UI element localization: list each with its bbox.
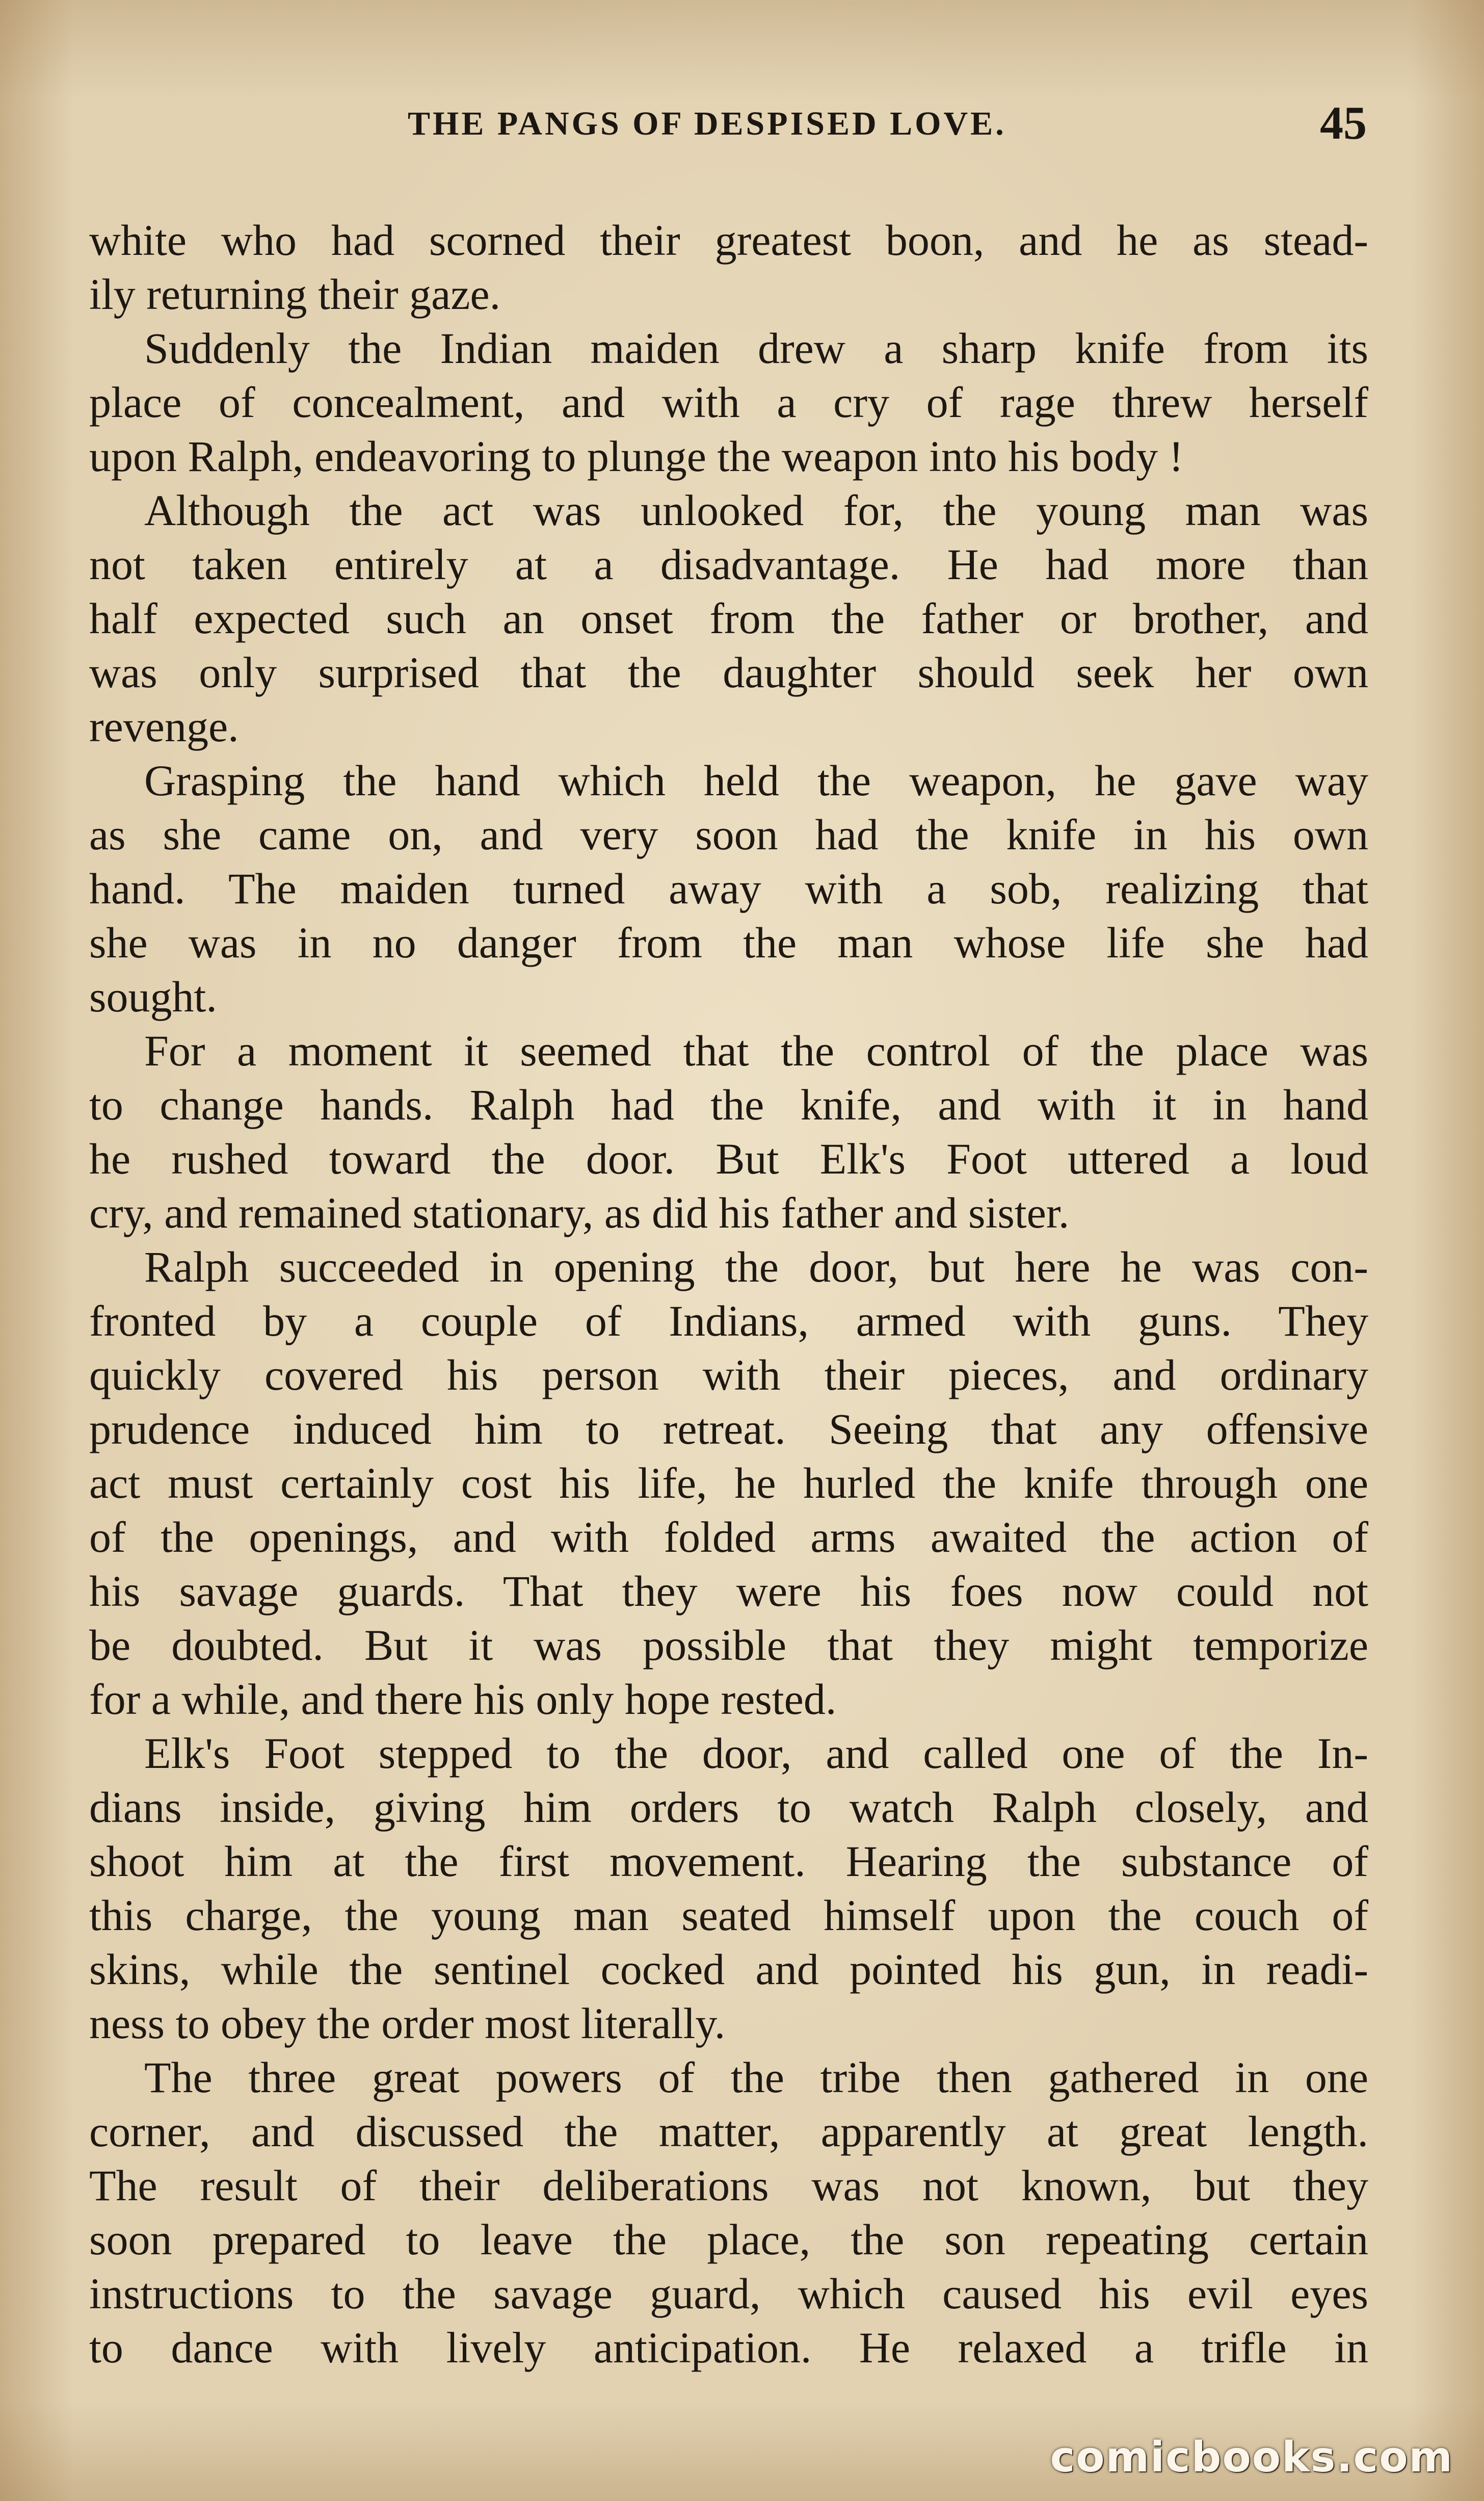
body-text [89,213,1368,2375]
text-line: prudence induced him to retreat. Seeing that any offensive [89,1404,1368,1453]
text-line: he rushed toward the door. But Elk's Foot uttered a loud [89,1134,1368,1183]
text-line: skins, while the sentinel cocked and pointed his gun, in readi- [89,1945,1368,1994]
text-line: to change hands. Ralph had the knife, and with it in hand [89,1080,1368,1129]
text-line: Grasping the hand which held the weapon, he gave way [144,756,1368,805]
text-line: she was in no danger from the man whose life she had [89,918,1368,967]
text-line: place of concealment, and with a cry of rage threw herself [89,378,1368,427]
text-line: Elk's Foot stepped to the door, and called one of the In- [144,1729,1368,1778]
text-line: revenge. [89,702,239,751]
page-number: 45 [1320,97,1367,149]
text-line: quickly covered his person with their pieces, and ordinary [89,1350,1368,1399]
text-line: Although the act was unlooked for, the young man was [144,486,1368,535]
text-line: The three great powers of the tribe then gathered in one [144,2053,1368,2102]
text-line: to dance with lively anticipation. He relaxed a trifle in [89,2323,1368,2372]
text-line: of the openings, and with folded arms awaited the action of [89,1513,1368,1561]
text-line: be doubted. But it was possible that they might temporize [89,1621,1368,1670]
watermark: comicbooks.com [1050,2433,1453,2482]
running-head: THE PANGS OF DESPISED LOVE. [408,105,1006,142]
text-line: for a while, and there his only hope rested. [89,1675,837,1724]
text-line: as she came on, and very soon had the knife in his own [89,810,1368,859]
text-line: corner, and discussed the matter, apparently at great length. [89,2107,1368,2156]
text-line: not taken entirely at a disadvantage. He had more than [89,540,1368,589]
text-line: Ralph succeeded in opening the door, but here he was con- [144,1242,1368,1291]
text-line: ness to obey the order most literally. [89,1999,726,2048]
text-line: shoot him at the first movement. Hearing the substance of [89,1837,1368,1886]
text-line: The result of their deliberations was not known, but they [89,2161,1368,2210]
text-line: For a moment it seemed that the control of the place was [144,1026,1368,1075]
text-line: Suddenly the Indian maiden drew a sharp knife from its [144,324,1368,373]
text-line: sought. [89,972,217,1021]
text-line: half expected such an onset from the father or brother, and [89,594,1368,643]
text-line: ily returning their gaze. [89,270,501,319]
text-line: upon Ralph, endeavoring to plunge the weapon into his body ! [89,432,1184,481]
text-line: his savage guards. That they were his foes now could not [89,1567,1368,1616]
text-line: act must certainly cost his life, he hurled the knife through one [89,1458,1368,1507]
text-line: fronted by a couple of Indians, armed with guns. They [89,1296,1368,1345]
text-line: this charge, the young man seated himself upon the couch of [89,1891,1368,1940]
text-line: instructions to the savage guard, which caused his evil eyes [89,2269,1368,2318]
text-line: white who had scorned their greatest boon, and he as stead- [89,216,1368,265]
text-line: soon prepared to leave the place, the son repeating certain [89,2215,1368,2264]
text-line: dians inside, giving him orders to watch Ralph closely, and [89,1783,1368,1832]
text-line: cry, and remained stationary, as did his father and sister. [89,1188,1070,1237]
text-line: was only surprised that the daughter should seek her own [89,648,1368,697]
text-line: hand. The maiden turned away with a sob, realizing that [89,864,1368,913]
